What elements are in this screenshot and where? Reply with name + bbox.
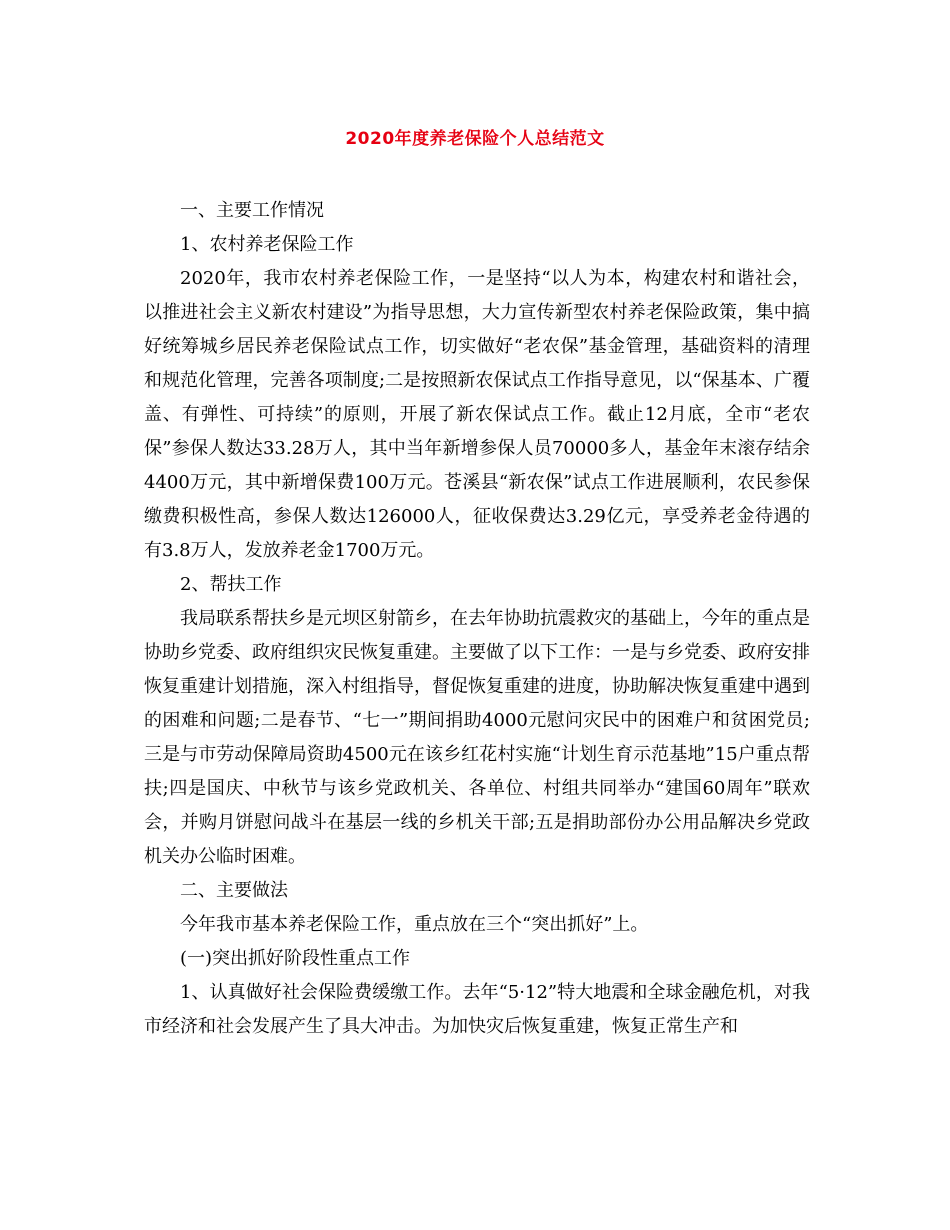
subsection-heading: (一)突出抓好阶段性重点工作 — [180, 948, 411, 969]
paragraph: 2020年，我市农村养老保险工作，一是坚持“以人为本，构建农村和谐社会，以推进社会主义新农村建设”为指导思想，大力宣传新型农村养老保险政策，集中搞好统筹城乡居民养老保险试点工作，切实做好“老农保”基金管理，基础资料的清理和规范化管理，完善各项制度;二是按照新农保试点工作指导意见，以“保基本、广覆盖、有弹性、可持续”的原则，开展了新农保试点工作。截止12月底，全市“老农保”参保人数达33.28万人，其中当年新增参保人员70000多人，基金年末滚存结余4400万元，其中新增保费100万元。苍溪县“新农保”试点工作进展顺利，农民参保缴费积极性高，参保人数达126000人，征收保费达3.29亿元，享受养老金待遇的有3.8万人，发放养老金1700万元。 — [144, 268, 810, 561]
paragraph: 1、认真做好社会保险费缓缴工作。去年“5·12”特大地震和全球金融危机，对我市经济和社会发展产生了具大冲击。为加快灾后恢复重建，恢复正常生产和 — [144, 982, 810, 1037]
subsection-heading: 1、农村养老保险工作 — [180, 234, 354, 255]
section-heading: 一、主要工作情况 — [180, 200, 324, 221]
paragraph: 我局联系帮扶乡是元坝区射箭乡，在去年协助抗震救灾的基础上，今年的重点是协助乡党委、政府组织灾民恢复重建。主要做了以下工作：一是与乡党委、政府安排恢复重建计划措施，深入村组指导，督促恢复重建的进度，协助解决恢复重建中遇到的困难和问题;二是春节、“七一”期间捐助4000元慰问灾民中的困难户和贫困党员;三是与市劳动保障局资助4500元在该乡红花村实施“计划生育示范基地”15户重点帮扶;四是国庆、中秋节与该乡党政机关、各单位、村组共同举办“建国60周年”联欢会，并购月饼慰问战斗在基层一线的乡机关干部;五是捐助部份办公用品解决乡党政机关办公临时困难。 — [144, 608, 810, 867]
subsection-heading: 2、帮扶工作 — [180, 574, 282, 595]
section-heading: 二、主要做法 — [180, 880, 288, 901]
document-title: 2020年度养老保险个人总结范文 — [345, 129, 605, 149]
document-body — [144, 194, 810, 1044]
paragraph: 今年我市基本养老保险工作，重点放在三个“突出抓好”上。 — [180, 914, 649, 935]
